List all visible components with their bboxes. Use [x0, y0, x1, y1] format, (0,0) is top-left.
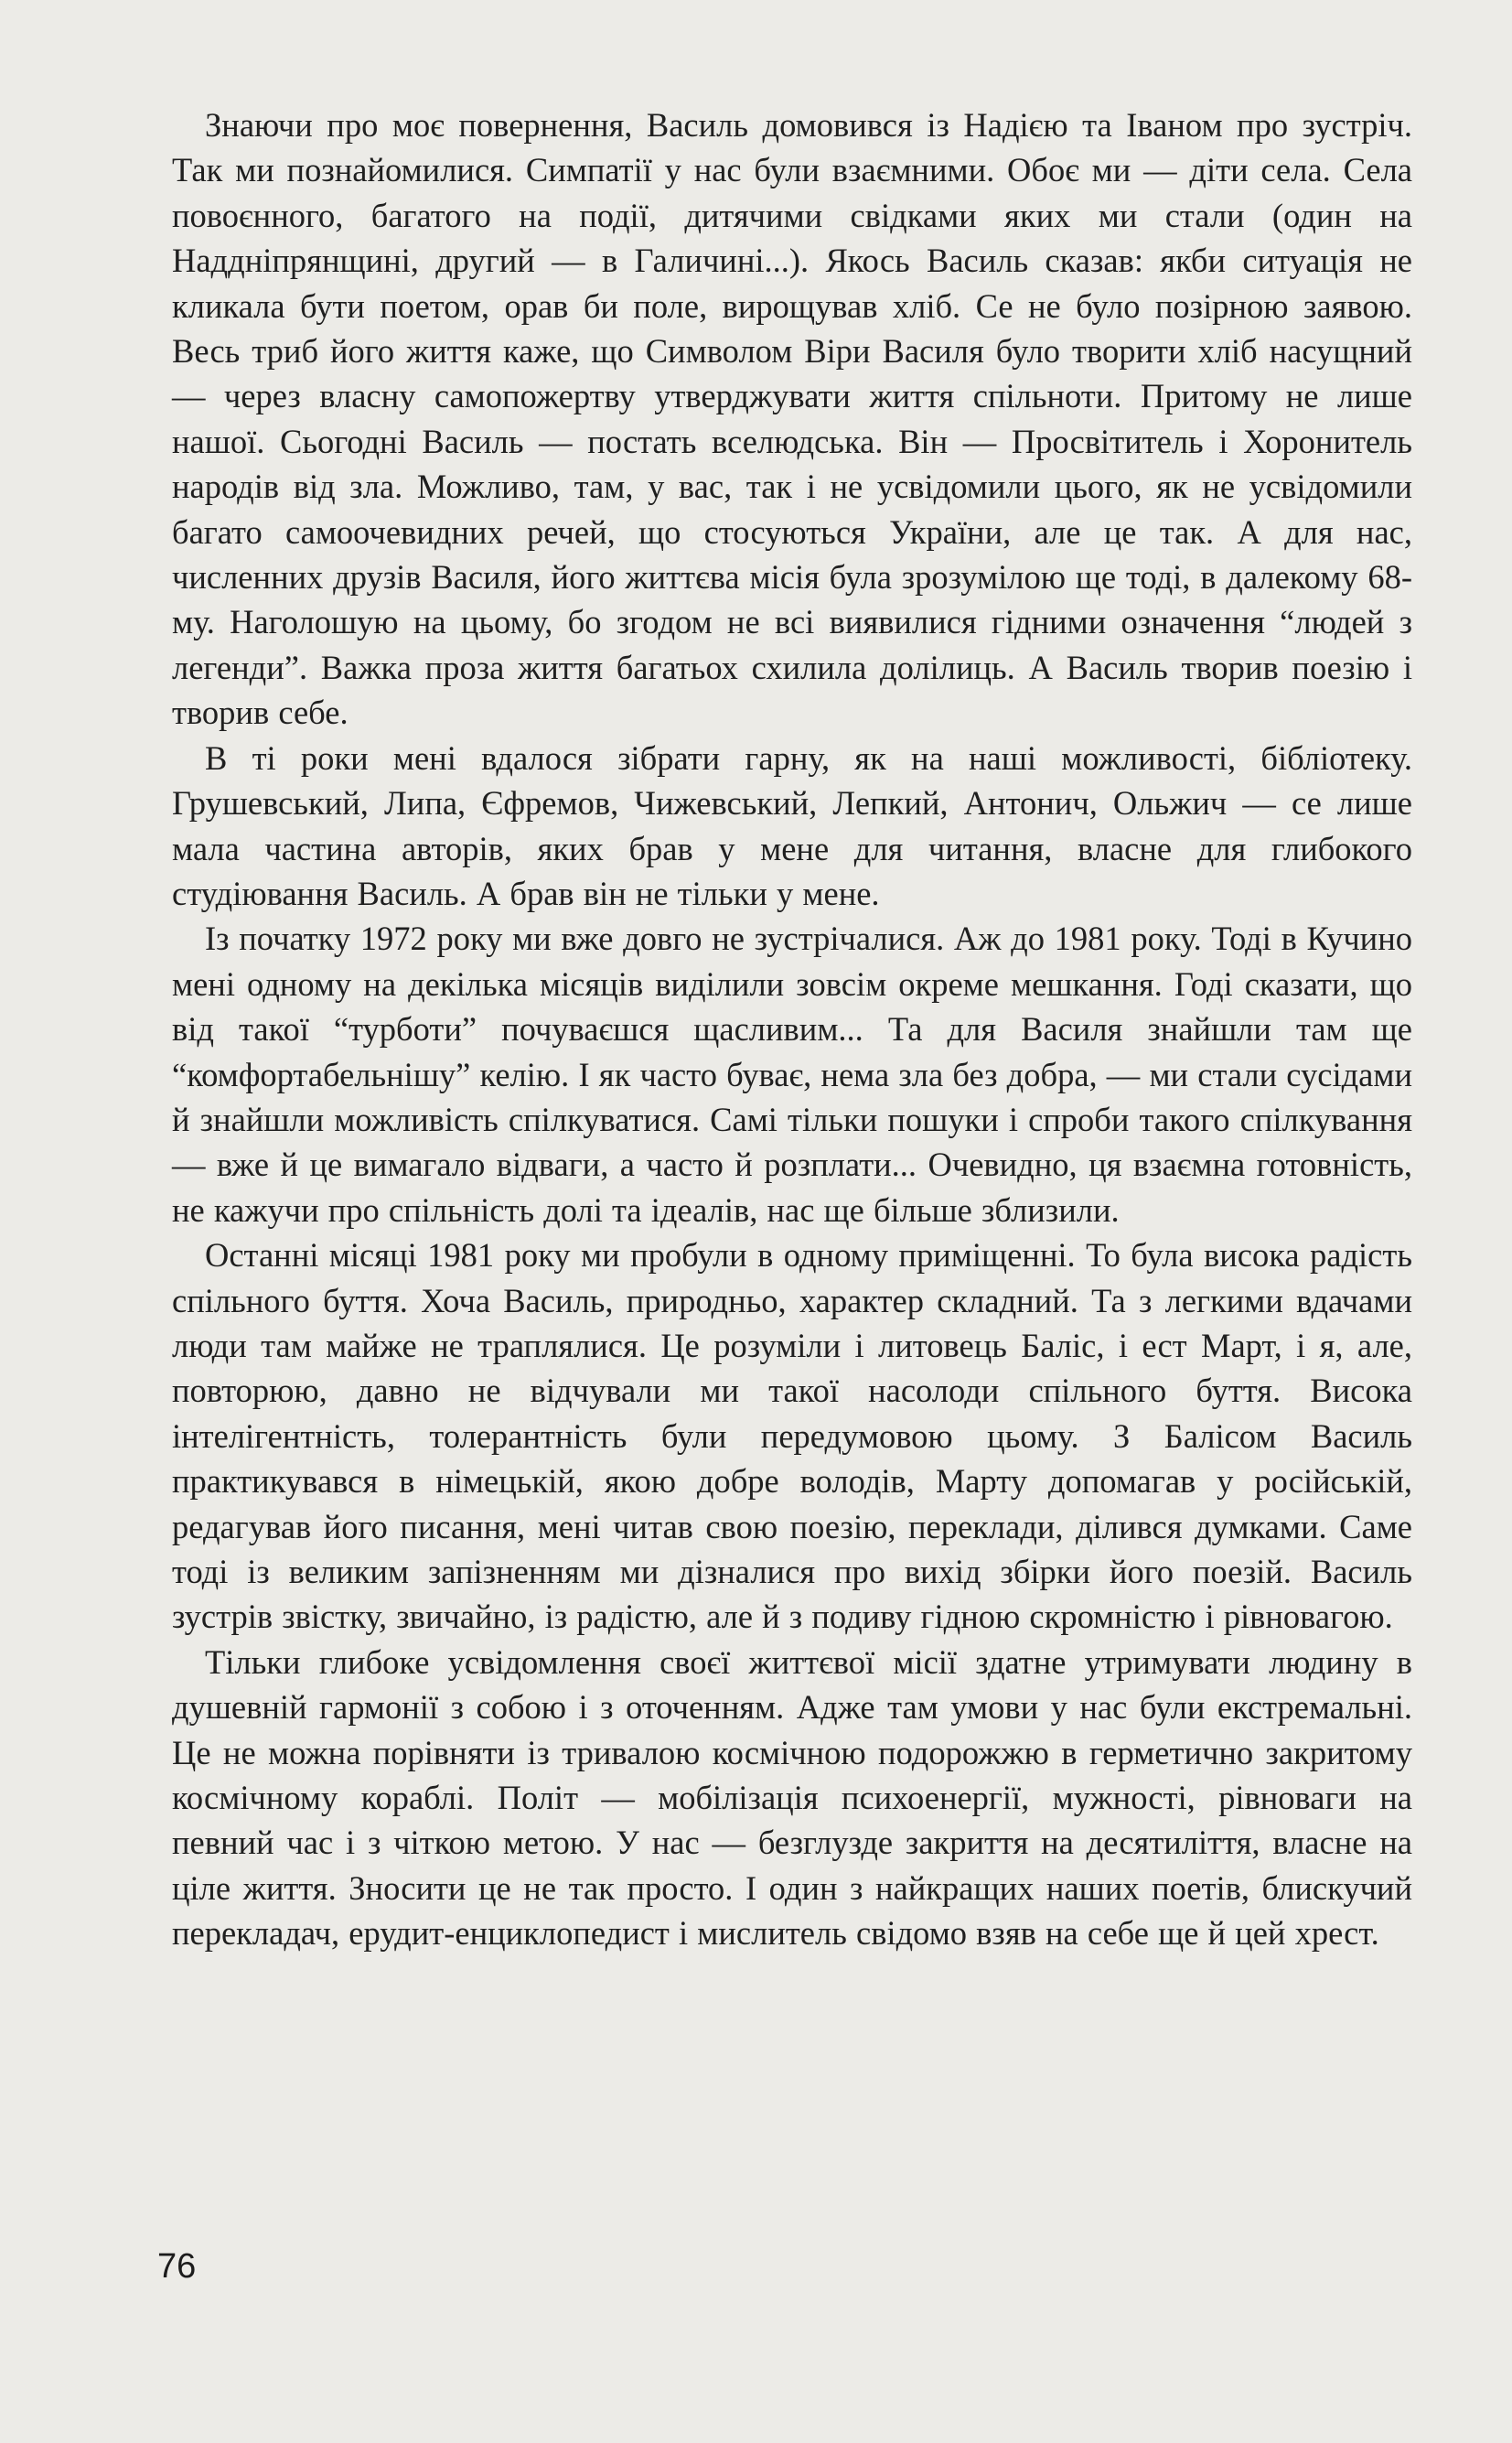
page-number: 76 [157, 2247, 197, 2286]
paragraph-2: В ті роки мені вдалося зібрати гарну, як на наші можливості, бібліотеку. Грушевський, Липа, Єфремов, Чижевський, Лепкий, Антонич, Ольжич — се лише мала частина авторів, яких брав у мене для читання, власне для глибокого студіювання Василь. А брав він не тільки у мене. [172, 738, 1412, 912]
paragraph-4: Останні місяці 1981 року ми пробули в одному приміщенні. То була висока радість спільного буття. Хоча Василь, природньо, характер складний. Та з легкими вдачами люди там майже не траплялися. Це розуміли і литовець Баліс, і ест Март, і я, але, повторюю, давно не відчували ми такої насолоди спільного буття. Висока інтелігентність, толерантність були передумовою цьому. З Балісом Василь практикувався в німецькій, якою добре володів, Марту допомагав у російській, редагував його писання, мені читав свою поезію, переклади, ділився думками. Саме тоді із великим запізненням ми дізналися про вихід збірки його поезій. Василь зустрів звістку, звичайно, із радістю, але й з подиву гідною скромністю і рівновагою. [172, 1236, 1412, 1636]
body-text [172, 102, 1412, 1956]
paragraph-5: Тільки глибоке усвідомлення своєї життєвої місії здатне утримувати людину в душевній гармонії з собою і з оточенням. Адже там умови у нас були екстремальні. Це не можна порівняти із тривалою космічною подорожжю в герметично закритому космічному кораблі. Політ — мобілізація психоенергії, мужності, рівноваги на певний час і з чіткою метою. У нас — безглузде закриття на десятиліття, власне на ціле життя. Зносити це не так просто. І один з найкращих наших поетів, блискучий перекладач, ерудит-енциклопедист і мислитель свідомо взяв на себе ще й цей хрест. [172, 1642, 1412, 1953]
paragraph-1: Знаючи про моє повернення, Василь домовився із Надією та Іваном про зустріч. Так ми познайомилися. Симпатії у нас були взаємними. Обоє ми — діти села. Села повоєнного, багатого на події, дитячими свідками яких ми стали (один на Наддніпрянщині, другий — в Галичині...). Якось Василь сказав: якби ситуація не кликала бути поетом, орав би поле, вирощував хліб. Се не було позірною заявою. Весь триб його життя каже, що Символом Віри Василя було творити хліб насущний — через власну самопожертву утверджувати життя спільноти. Притому не лише нашої. Сьогодні Василь — постать вселюдська. Він — Просвітитель і Хоронитель народів від зла. Можливо, там, у вас, так і не усвідомили цього, як не усвідомили багато самоочевидних речей, що стосуються України, але це так. А для нас, численних друзів Василя, його життєва місія була зрозумілою ще тоді, в далекому 68-му. Наголошую на цьому, бо згодом не всі виявилися гідними означення “людей з легенди”. Важка проза життя багатьох схилила долілиць. А Василь творив поезію і творив себе. [172, 106, 1412, 732]
paragraph-3: Із початку 1972 року ми вже довго не зустрічалися. Аж до 1981 року. Тоді в Кучино мені одному на декілька місяців виділили зовсім окреме мешкання. Годі сказати, що від такої “турботи” почуваєшся щасливим... Та для Василя знайшли там ще “комфортабельнішу” келію. І як часто буває, нема зла без добра, — ми стали сусідами й знайшли можливість спілкуватися. Самі тільки пошуки і спроби такого спілкування — вже й це вимагало відваги, а часто й розплати... Очевидно, ця взаємна готовність, не кажучи про спільність долі та ідеалів, нас ще більше зблизили. [172, 920, 1412, 1229]
